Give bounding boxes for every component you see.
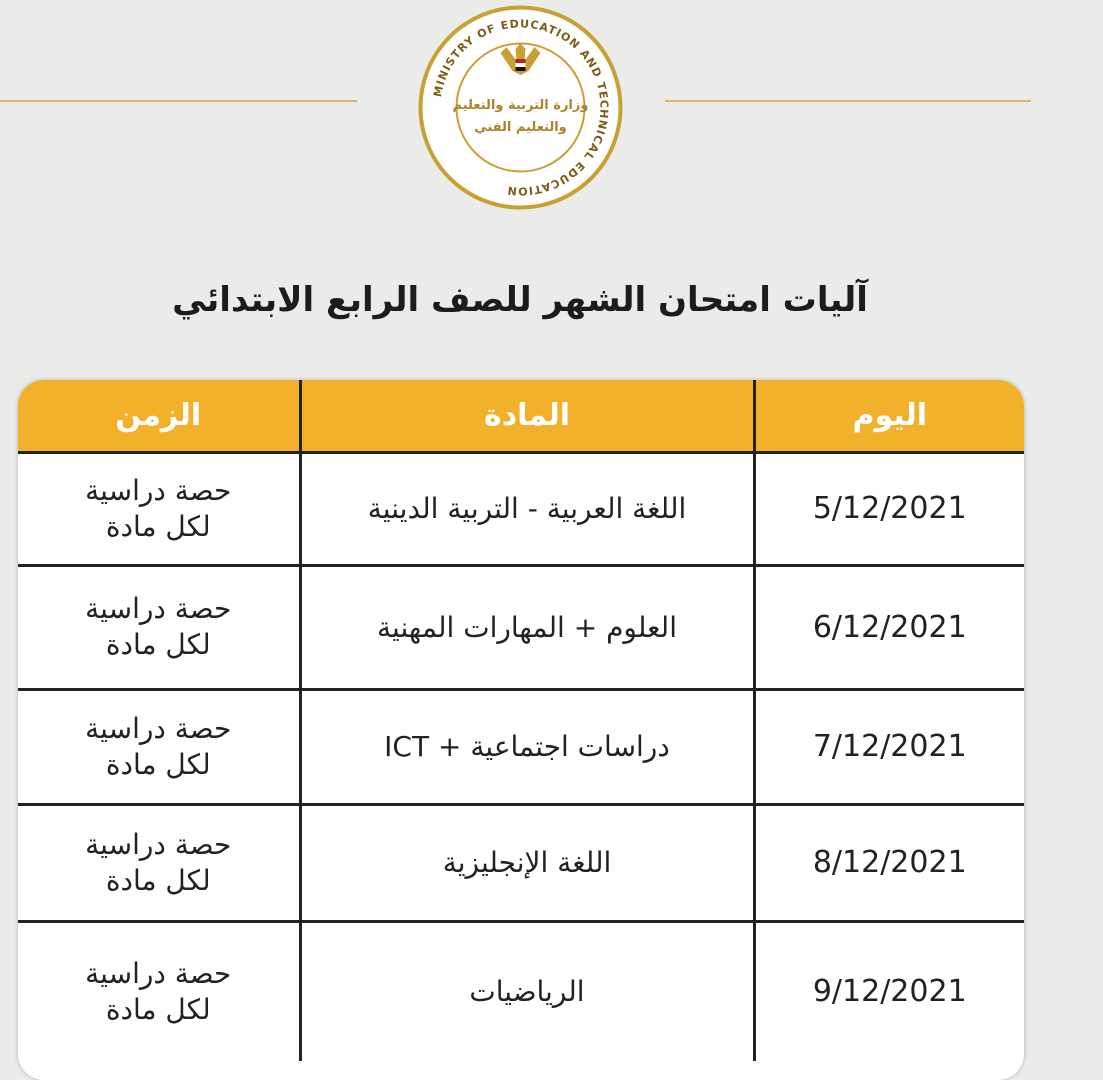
exam-schedule-table-card [18, 380, 1024, 1080]
row-time [18, 921, 300, 1061]
row-time [18, 452, 300, 565]
table-row [18, 689, 1024, 804]
svg-text:والتعليم الفني: والتعليم الفني [474, 120, 567, 135]
table-row [18, 565, 1024, 689]
svg-text:وزارة التربية والتعليم: وزارة التربية والتعليم [452, 98, 589, 113]
row-day: 9/12/2021 [754, 921, 1024, 1061]
time-line1: حصة دراسية [85, 827, 232, 861]
time-line2: لكل مادة [105, 509, 211, 543]
row-day: 5/12/2021 [754, 452, 1024, 565]
table-row [18, 804, 1024, 921]
exam-schedule-table [18, 380, 1024, 1061]
time-line2: لكل مادة [105, 863, 211, 897]
time-line1: حصة دراسية [85, 956, 232, 990]
header-time: الزمن [115, 397, 202, 433]
time-line1: حصة دراسية [85, 711, 232, 745]
row-subject: العلوم + المهارات المهنية [300, 565, 754, 689]
table-row [18, 452, 1024, 565]
header-day: اليوم [754, 380, 1024, 452]
ministry-seal-logo [418, 5, 623, 210]
time-line1: حصة دراسية [85, 592, 232, 625]
row-subject: اللغة الإنجليزية [300, 804, 754, 921]
table-row [18, 921, 1024, 1061]
time-line2: لكل مادة [105, 992, 211, 1026]
svg-text:MINISTRY OF EDUCATION AND TECH: MINISTRY OF EDUCATION AND TECHNICAL EDUCATION [431, 17, 611, 198]
row-day: 6/12/2021 [754, 565, 1024, 689]
row-subject: اللغة العربية - التربية الدينية [300, 452, 754, 565]
time-line2: لكل مادة [105, 747, 211, 781]
decorative-rule-left [0, 100, 357, 102]
header-subject: المادة [300, 380, 754, 452]
row-day: 7/12/2021 [754, 689, 1024, 804]
row-time [18, 565, 300, 689]
row-time [18, 804, 300, 921]
decorative-rule-right [665, 100, 1031, 102]
time-line2: لكل مادة [105, 628, 211, 661]
table-header-row [18, 380, 1024, 452]
row-subject: الرياضيات [300, 921, 754, 1061]
row-time [18, 689, 300, 804]
row-subject: دراسات اجتماعية + ICT [300, 689, 754, 804]
page-title: آليات امتحان الشهر للصف الرابع الابتدائي [172, 280, 868, 320]
time-line1: حصة دراسية [85, 473, 232, 507]
row-day: 8/12/2021 [754, 804, 1024, 921]
